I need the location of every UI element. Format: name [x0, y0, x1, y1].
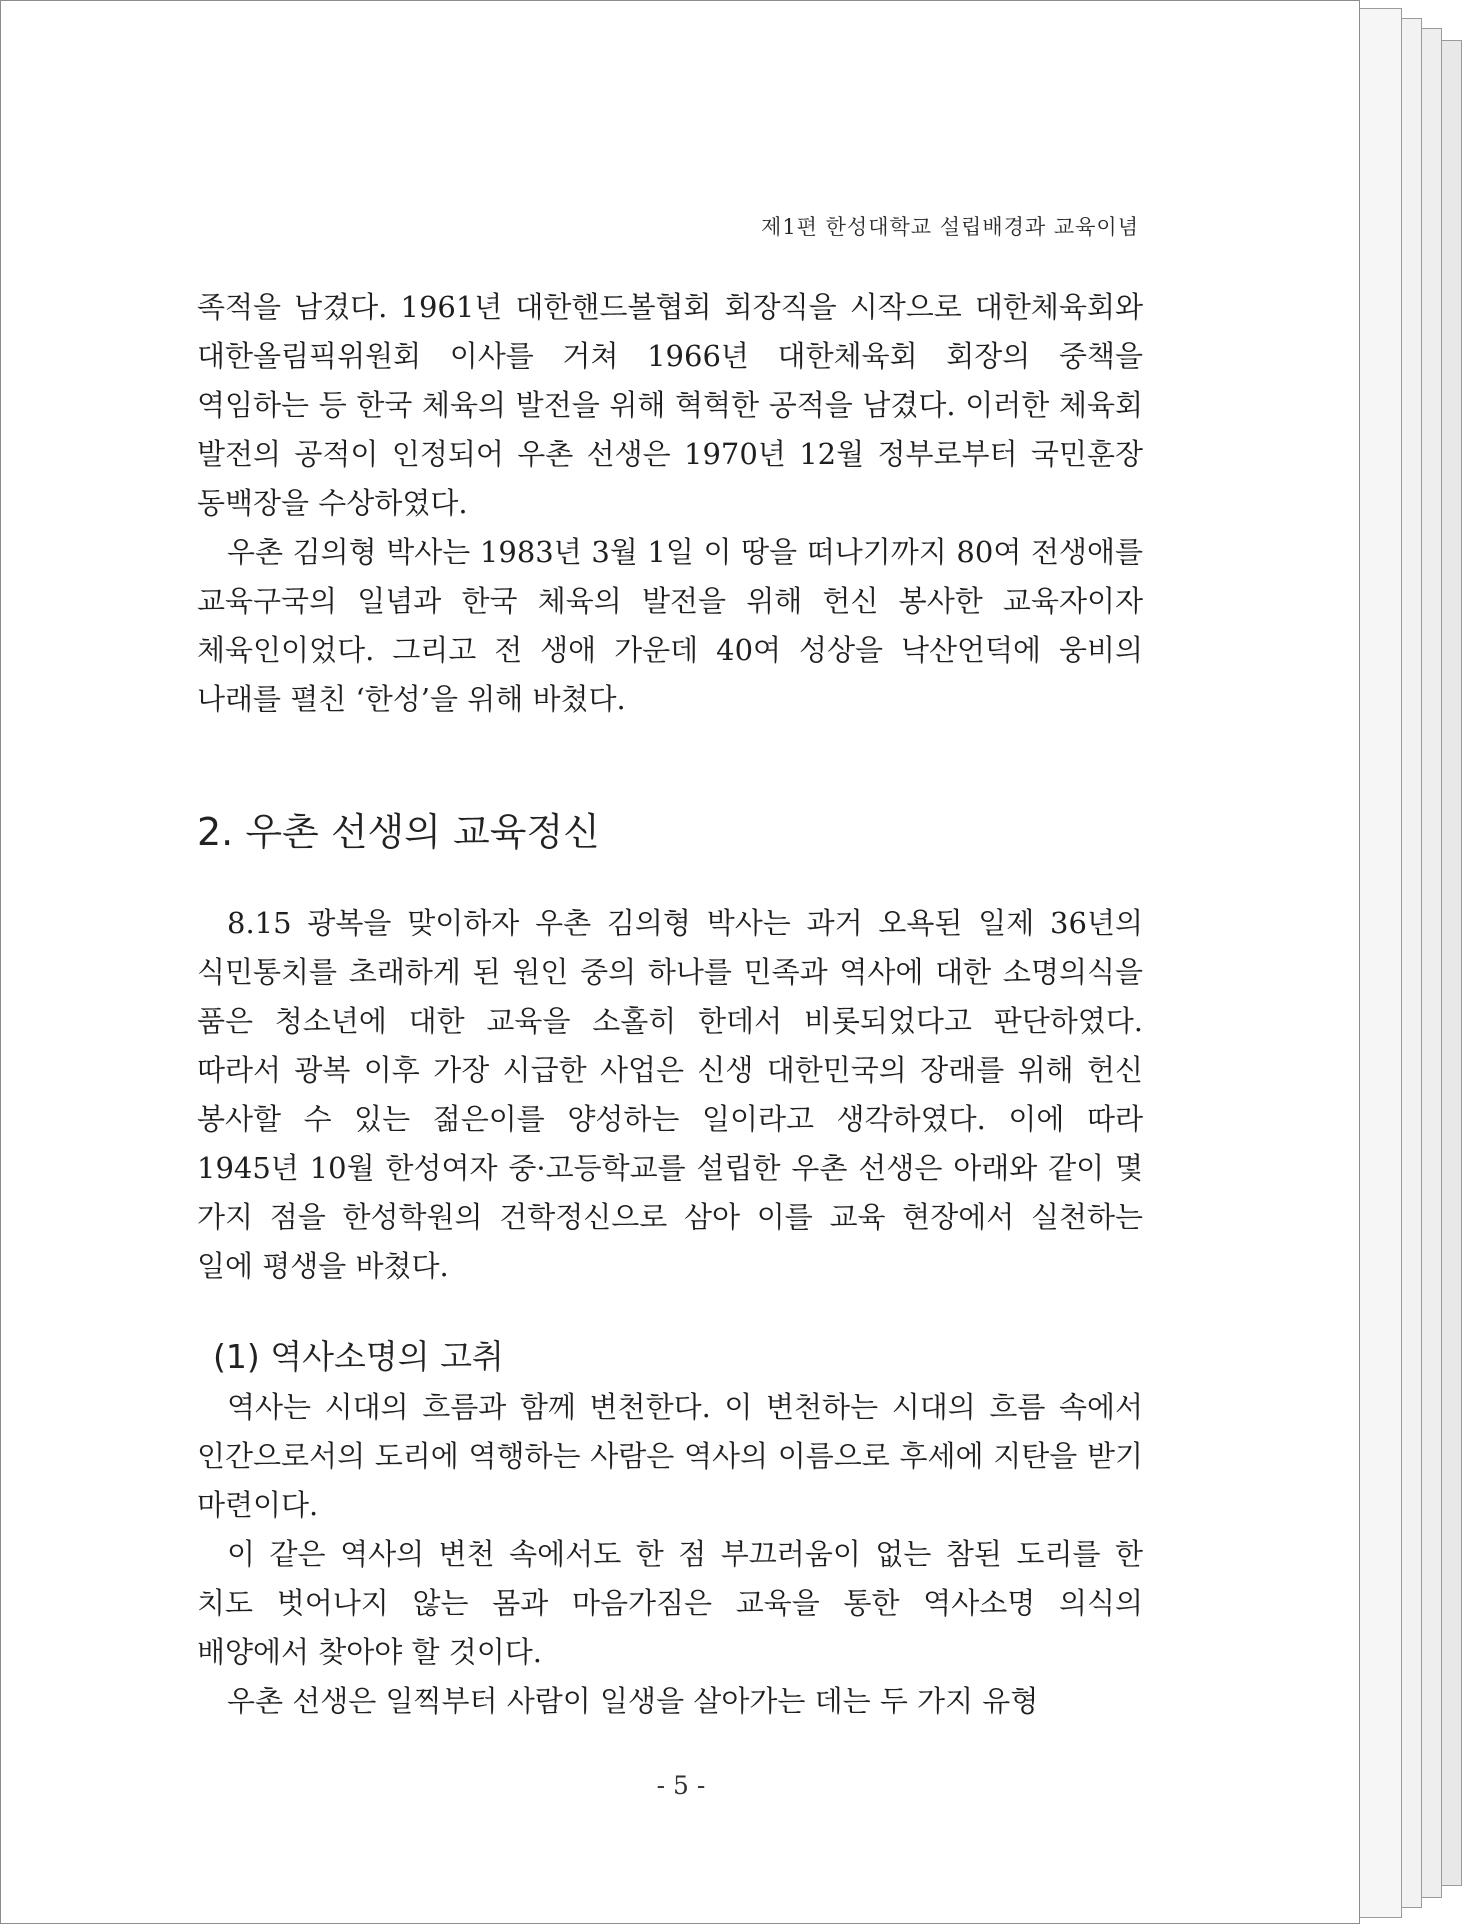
section-title: 2. 우촌 선생의 교육정신 [197, 810, 600, 854]
subsection-text [197, 1383, 1143, 1726]
running-header: 제1편 한성대학교 설립배경과 교육이념 [761, 215, 1139, 239]
intro-paragraph-2: 우촌 김의형 박사는 1983년 3월 1일 이 땅을 떠나기까지 80여 전생애를 교육구국의 일념과 한국 체육의 발전을 위해 헌신 봉사한 교육자이자 체육인이었다. 그리고 전 생애 가운데 40여 성상을 낙산언덕에 웅비의 나래를 펼친 ‘한성’을 위해 바쳤다. [197, 535, 1144, 716]
subsection-title: (1) 역사소명의 고취 [213, 1337, 504, 1376]
intro-text [197, 283, 1143, 724]
subsection-paragraph-1: 역사는 시대의 흐름과 함께 변천한다. 이 변천하는 시대의 흐름 속에서 인간으로서의 도리에 역행하는 사람은 역사의 이름으로 후세에 지탄을 받기 마련이다. [197, 1390, 1143, 1522]
intro-paragraph-1: 족적을 남겼다. 1961년 대한핸드볼협회 회장직을 시작으로 대한체육회와 대한올림픽위원회 이사를 거쳐 1966년 대한체육회 회장의 중책을 역임하는 등 한국 체육의 발전을 위해 혁혁한 공적을 남겼다. 이러한 체육회 발전의 공적이 인정되어 우촌 선생은 1970년 12월 정부로부터 국민훈장 동백장을 수상하였다. [197, 290, 1143, 520]
section-paragraph-1: 8.15 광복을 맞이하자 우촌 김의형 박사는 과거 오욕된 일제 36년의 식민통치를 초래하게 된 원인 중의 하나를 민족과 역사에 대한 소명의식을 품은 청소년에 대한 교육을 소홀히 한데서 비롯되었다고 판단하였다. 따라서 광복 이후 가장 시급한 사업은 신생 대한민국의 장래를 위해 헌신 봉사할 수 있는 젊은이를 양성하는 일이라고 생각하였다. 이에 따라 1945년 10월 한성여자 중·고등학교를 설립한 우촌 선생은 아래와 같이 몇 가지 점을 한성학원의 건학정신으로 삼아 이를 교육 현장에서 실천하는 일에 평생을 바쳤다. [197, 906, 1143, 1283]
section-text [197, 899, 1143, 1291]
subsection-paragraph-2: 이 같은 역사의 변천 속에서도 한 점 부끄러움이 없는 참된 도리를 한 치도 벗어나지 않는 몸과 마음가짐은 교육을 통한 역사소명 의식의 배양에서 찾아야 할 것이다. [197, 1537, 1143, 1669]
subsection-paragraph-3: 우촌 선생은 일찍부터 사람이 일생을 살아가는 데는 두 가지 유형 [227, 1684, 1039, 1718]
page-number: - 5 - [656, 1771, 706, 1800]
